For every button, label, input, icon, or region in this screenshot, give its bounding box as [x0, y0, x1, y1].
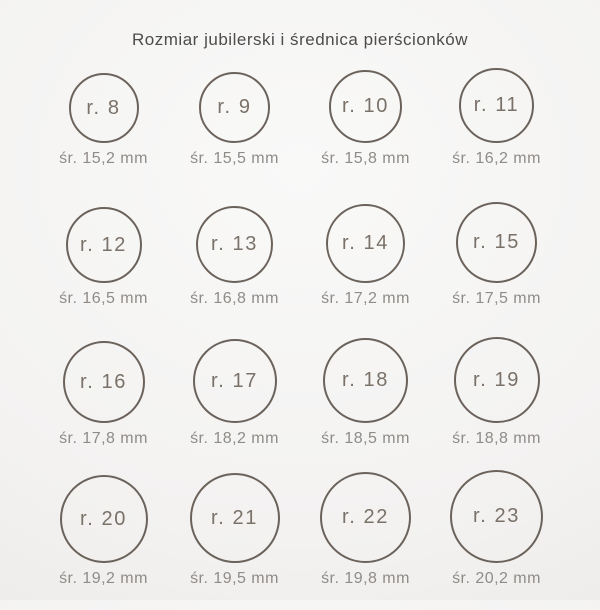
ring-circle	[63, 341, 145, 423]
ring-diameter-label: śr. 16,8 mm	[190, 290, 279, 307]
ring-diameter-label: śr. 17,5 mm	[452, 290, 541, 307]
ring-size-label: r. 16	[80, 370, 127, 393]
ring-size-label: r. 22	[342, 506, 389, 528]
ring-size-label: r. 13	[211, 233, 258, 255]
ring-diameter-label: śr. 16,5 mm	[59, 290, 148, 307]
ring-size-label: r. 14	[342, 232, 389, 254]
ring-circle	[323, 338, 408, 423]
ring-diameter-label: śr. 20,2 mm	[452, 570, 541, 587]
ring-cell	[38, 190, 169, 330]
ring-cell	[431, 330, 562, 470]
ring-size-label: r. 15	[473, 231, 520, 253]
ring-circle	[320, 472, 411, 563]
ring-circle	[60, 475, 148, 563]
ring-size-label: r. 17	[211, 369, 258, 392]
ring-size-label: r. 10	[342, 95, 389, 117]
ring-size-label: r. 8	[86, 96, 121, 119]
ring-cell	[38, 330, 169, 470]
ring-size-label: r. 19	[473, 368, 520, 391]
ring-diameter-label: śr. 15,5 mm	[190, 150, 279, 167]
ring-size-label: r. 9	[217, 96, 252, 118]
ring-cell	[169, 190, 300, 330]
ring-circle	[454, 337, 540, 423]
ring-circle	[196, 206, 273, 283]
page-title: Rozmiar jubilerski i średnica pierścionków	[131, 30, 469, 49]
ring-circle	[193, 339, 277, 423]
ring-diameter-label: śr. 15,2 mm	[59, 150, 148, 167]
ring-circle	[66, 207, 142, 283]
ring-diameter-label: śr. 19,5 mm	[190, 570, 279, 587]
ring-cell	[38, 470, 169, 610]
ring-cell	[38, 50, 169, 190]
ring-circle	[459, 68, 534, 143]
ring-cell	[300, 190, 431, 330]
ring-circle	[329, 70, 402, 143]
ring-circle	[326, 204, 405, 283]
ring-size-label: r. 23	[473, 505, 520, 527]
ring-circle	[199, 72, 270, 143]
ring-diameter-label: śr. 15,8 mm	[321, 150, 410, 167]
ring-size-label: r. 11	[473, 94, 520, 116]
ring-size-label: r. 20	[80, 507, 127, 530]
ring-size-label: r. 21	[211, 506, 258, 529]
ring-diameter-label: śr. 19,2 mm	[59, 570, 148, 587]
ring-cell	[169, 50, 300, 190]
ring-circle	[190, 473, 280, 563]
ring-cell	[169, 330, 300, 470]
ring-circle	[456, 202, 537, 283]
ring-size-label: r. 12	[80, 233, 127, 256]
ring-cell	[431, 470, 562, 610]
ring-cell	[169, 470, 300, 610]
ring-cell	[300, 330, 431, 470]
ring-diameter-label: śr. 18,8 mm	[452, 430, 541, 447]
ring-cell	[431, 190, 562, 330]
ring-cell	[300, 470, 431, 610]
ring-circle	[69, 73, 139, 143]
ring-cell	[431, 50, 562, 190]
ring-diameter-label: śr. 16,2 mm	[452, 150, 541, 167]
ring-diameter-label: śr. 19,8 mm	[321, 570, 410, 587]
ring-diameter-label: śr. 17,8 mm	[59, 430, 148, 447]
ring-diameter-label: śr. 18,2 mm	[190, 430, 279, 447]
ring-circle	[450, 470, 543, 563]
ring-cell	[300, 50, 431, 190]
ring-size-grid	[38, 50, 562, 610]
ring-diameter-label: śr. 18,5 mm	[321, 430, 410, 447]
ring-size-label: r. 18	[342, 369, 389, 391]
ring-diameter-label: śr. 17,2 mm	[321, 290, 410, 307]
